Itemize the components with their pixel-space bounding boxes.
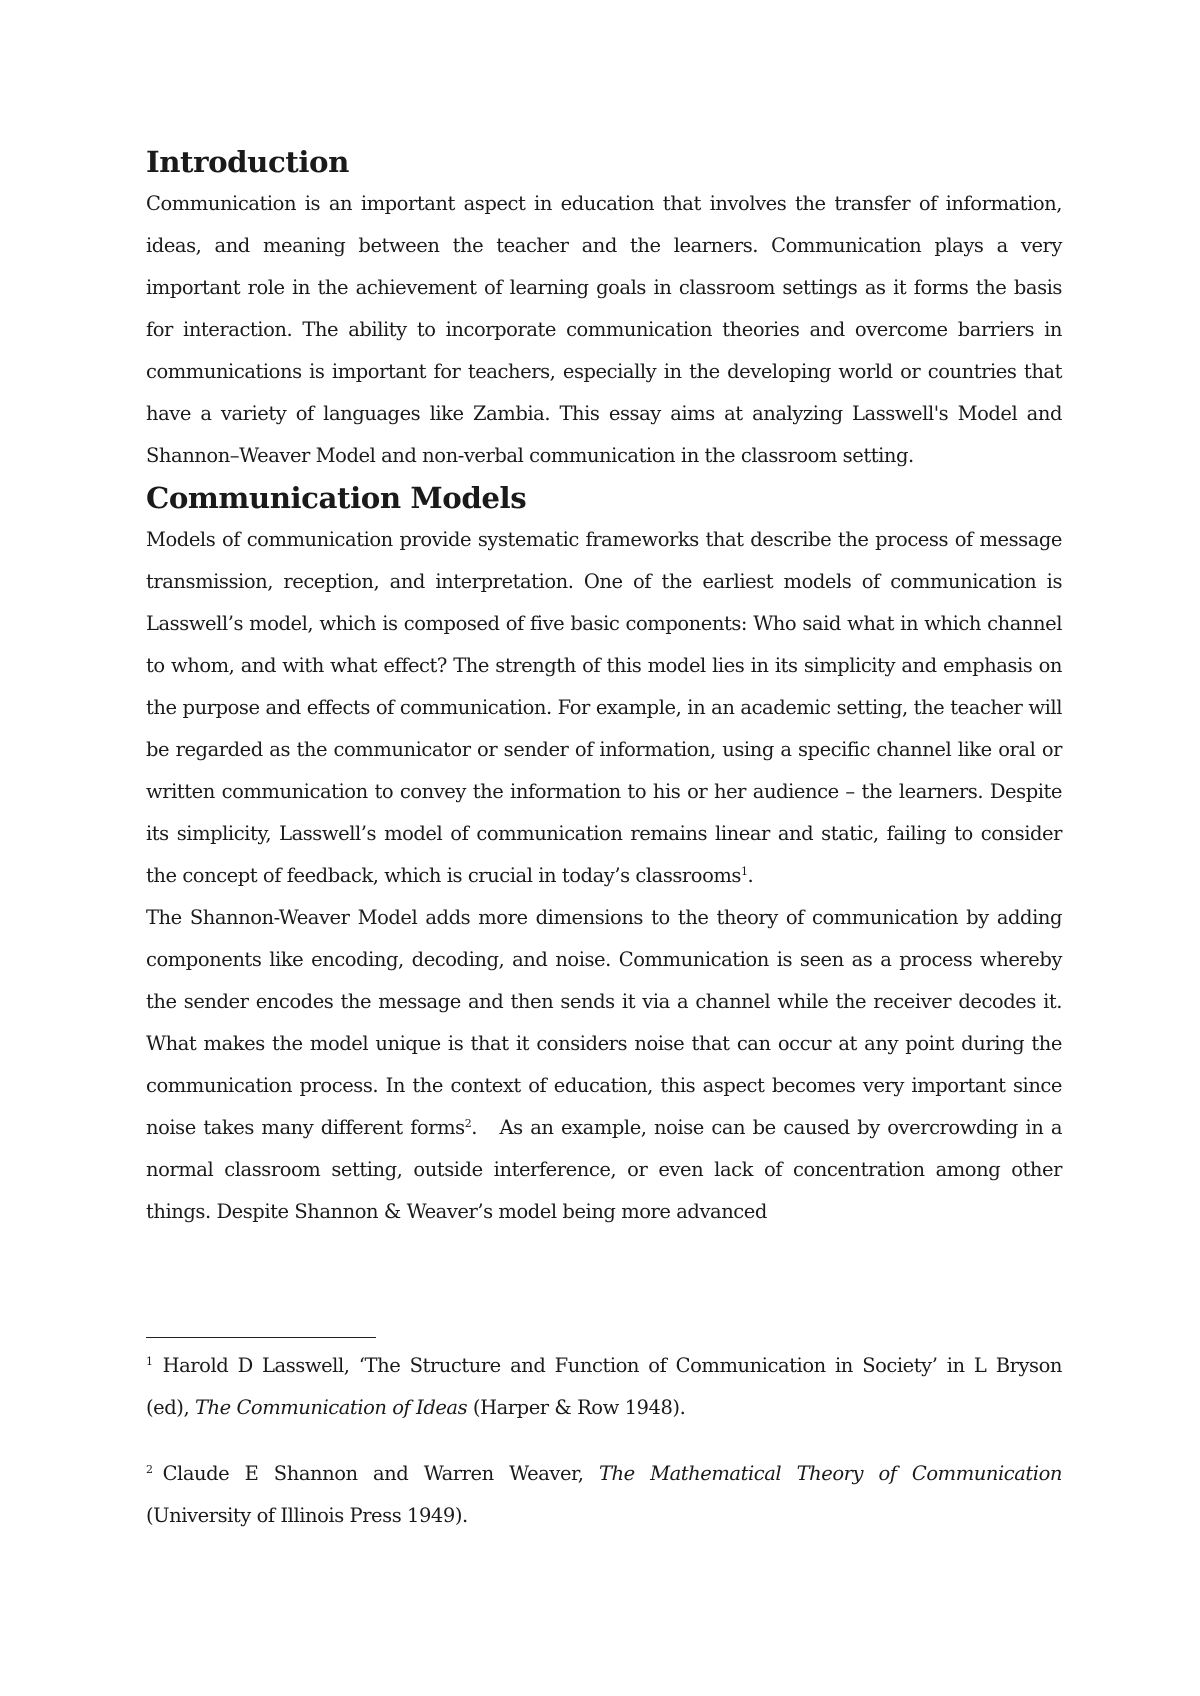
footnotes-section <box>146 1345 1062 1537</box>
footnote-reference-2[interactable]: 2 <box>464 1117 472 1130</box>
footnote-text-end: (University of Illinois Press 1949). <box>146 1504 468 1527</box>
footnote-work-title: The Communication of Ideas <box>194 1396 468 1419</box>
footnote-reference-1[interactable]: 1 <box>740 865 748 878</box>
footnote-text: Claude E Shannon and Warren Weaver, <box>162 1462 599 1485</box>
section-heading-introduction: Introduction <box>146 145 349 179</box>
footnote-text: Harold D Lasswell, ‘The Structure and Function of Communication in Society’ in L Bryson (ed), <box>146 1354 1062 1419</box>
footnote-number: 1 <box>146 1355 153 1368</box>
paragraph-text: Communication is an important aspect in education that involves the transfer of information, ideas, and meaning between the teacher and the learners. Communication plays a very important role in the achievement of learning goals in classroom settings as it forms the basis for interaction. The ability to incorporate communication theories and overcome barriers in communications is important for teachers, especially in the developing world or countries that have a variety of languages like Zambia. This essay aims at analyzing Lasswell's Model and Shannon–Weaver Model and non-verbal communication in the classroom setting. <box>146 192 1062 467</box>
paragraph-text-after-reference: . As an example, noise can be caused by overcrowding in a normal classroom setting, outside interference, or even lack of concentration among other things. Despite Shannon & Weaver’s model being more advanced <box>146 1116 1068 1223</box>
paragraph-text: The Shannon-Weaver Model adds more dimensions to the theory of communication by adding components like encoding, decoding, and noise. Communication is seen as a process whereby the sender encodes the message and then sends it via a channel while the receiver decodes it. What makes the model unique is that it considers noise that can occur at any point during the communication process. In the context of education, this aspect becomes very important since noise takes many different forms <box>146 906 1062 1139</box>
footnote-separator-rule <box>146 1337 376 1338</box>
section-heading-communication-models: Communication Models <box>146 481 527 515</box>
footnote-1 <box>146 1345 1062 1429</box>
lasswell-model-paragraph <box>146 519 1062 897</box>
paragraph-text: Models of communication provide systematic frameworks that describe the process of message transmission, reception, and interpretation. One of the earliest models of communication is Lasswell’s model, which is composed of five basic components: Who said what in which channel to whom, and with what effect? The strength of this model lies in its simplicity and emphasis on the purpose and effects of communication. For example, in an academic setting, the teacher will be regarded as the communicator or sender of information, using a specific channel like oral or written communication to convey the information to his or her audience – the learners. Despite its simplicity, Lasswell’s model of communication remains linear and static, failing to consider the concept of feedback, which is crucial in today’s classrooms <box>146 528 1062 887</box>
footnote-number: 2 <box>146 1463 153 1476</box>
footnote-work-title: The Mathematical Theory of Communication <box>598 1462 1062 1485</box>
shannon-weaver-paragraph <box>146 897 1068 1233</box>
document-body <box>146 141 1068 1233</box>
paragraph-text-after-reference: . <box>747 864 754 887</box>
footnote-text-end: (Harper & Row 1948). <box>467 1396 686 1419</box>
footnote-2 <box>146 1453 1062 1537</box>
introduction-paragraph <box>146 183 1062 477</box>
